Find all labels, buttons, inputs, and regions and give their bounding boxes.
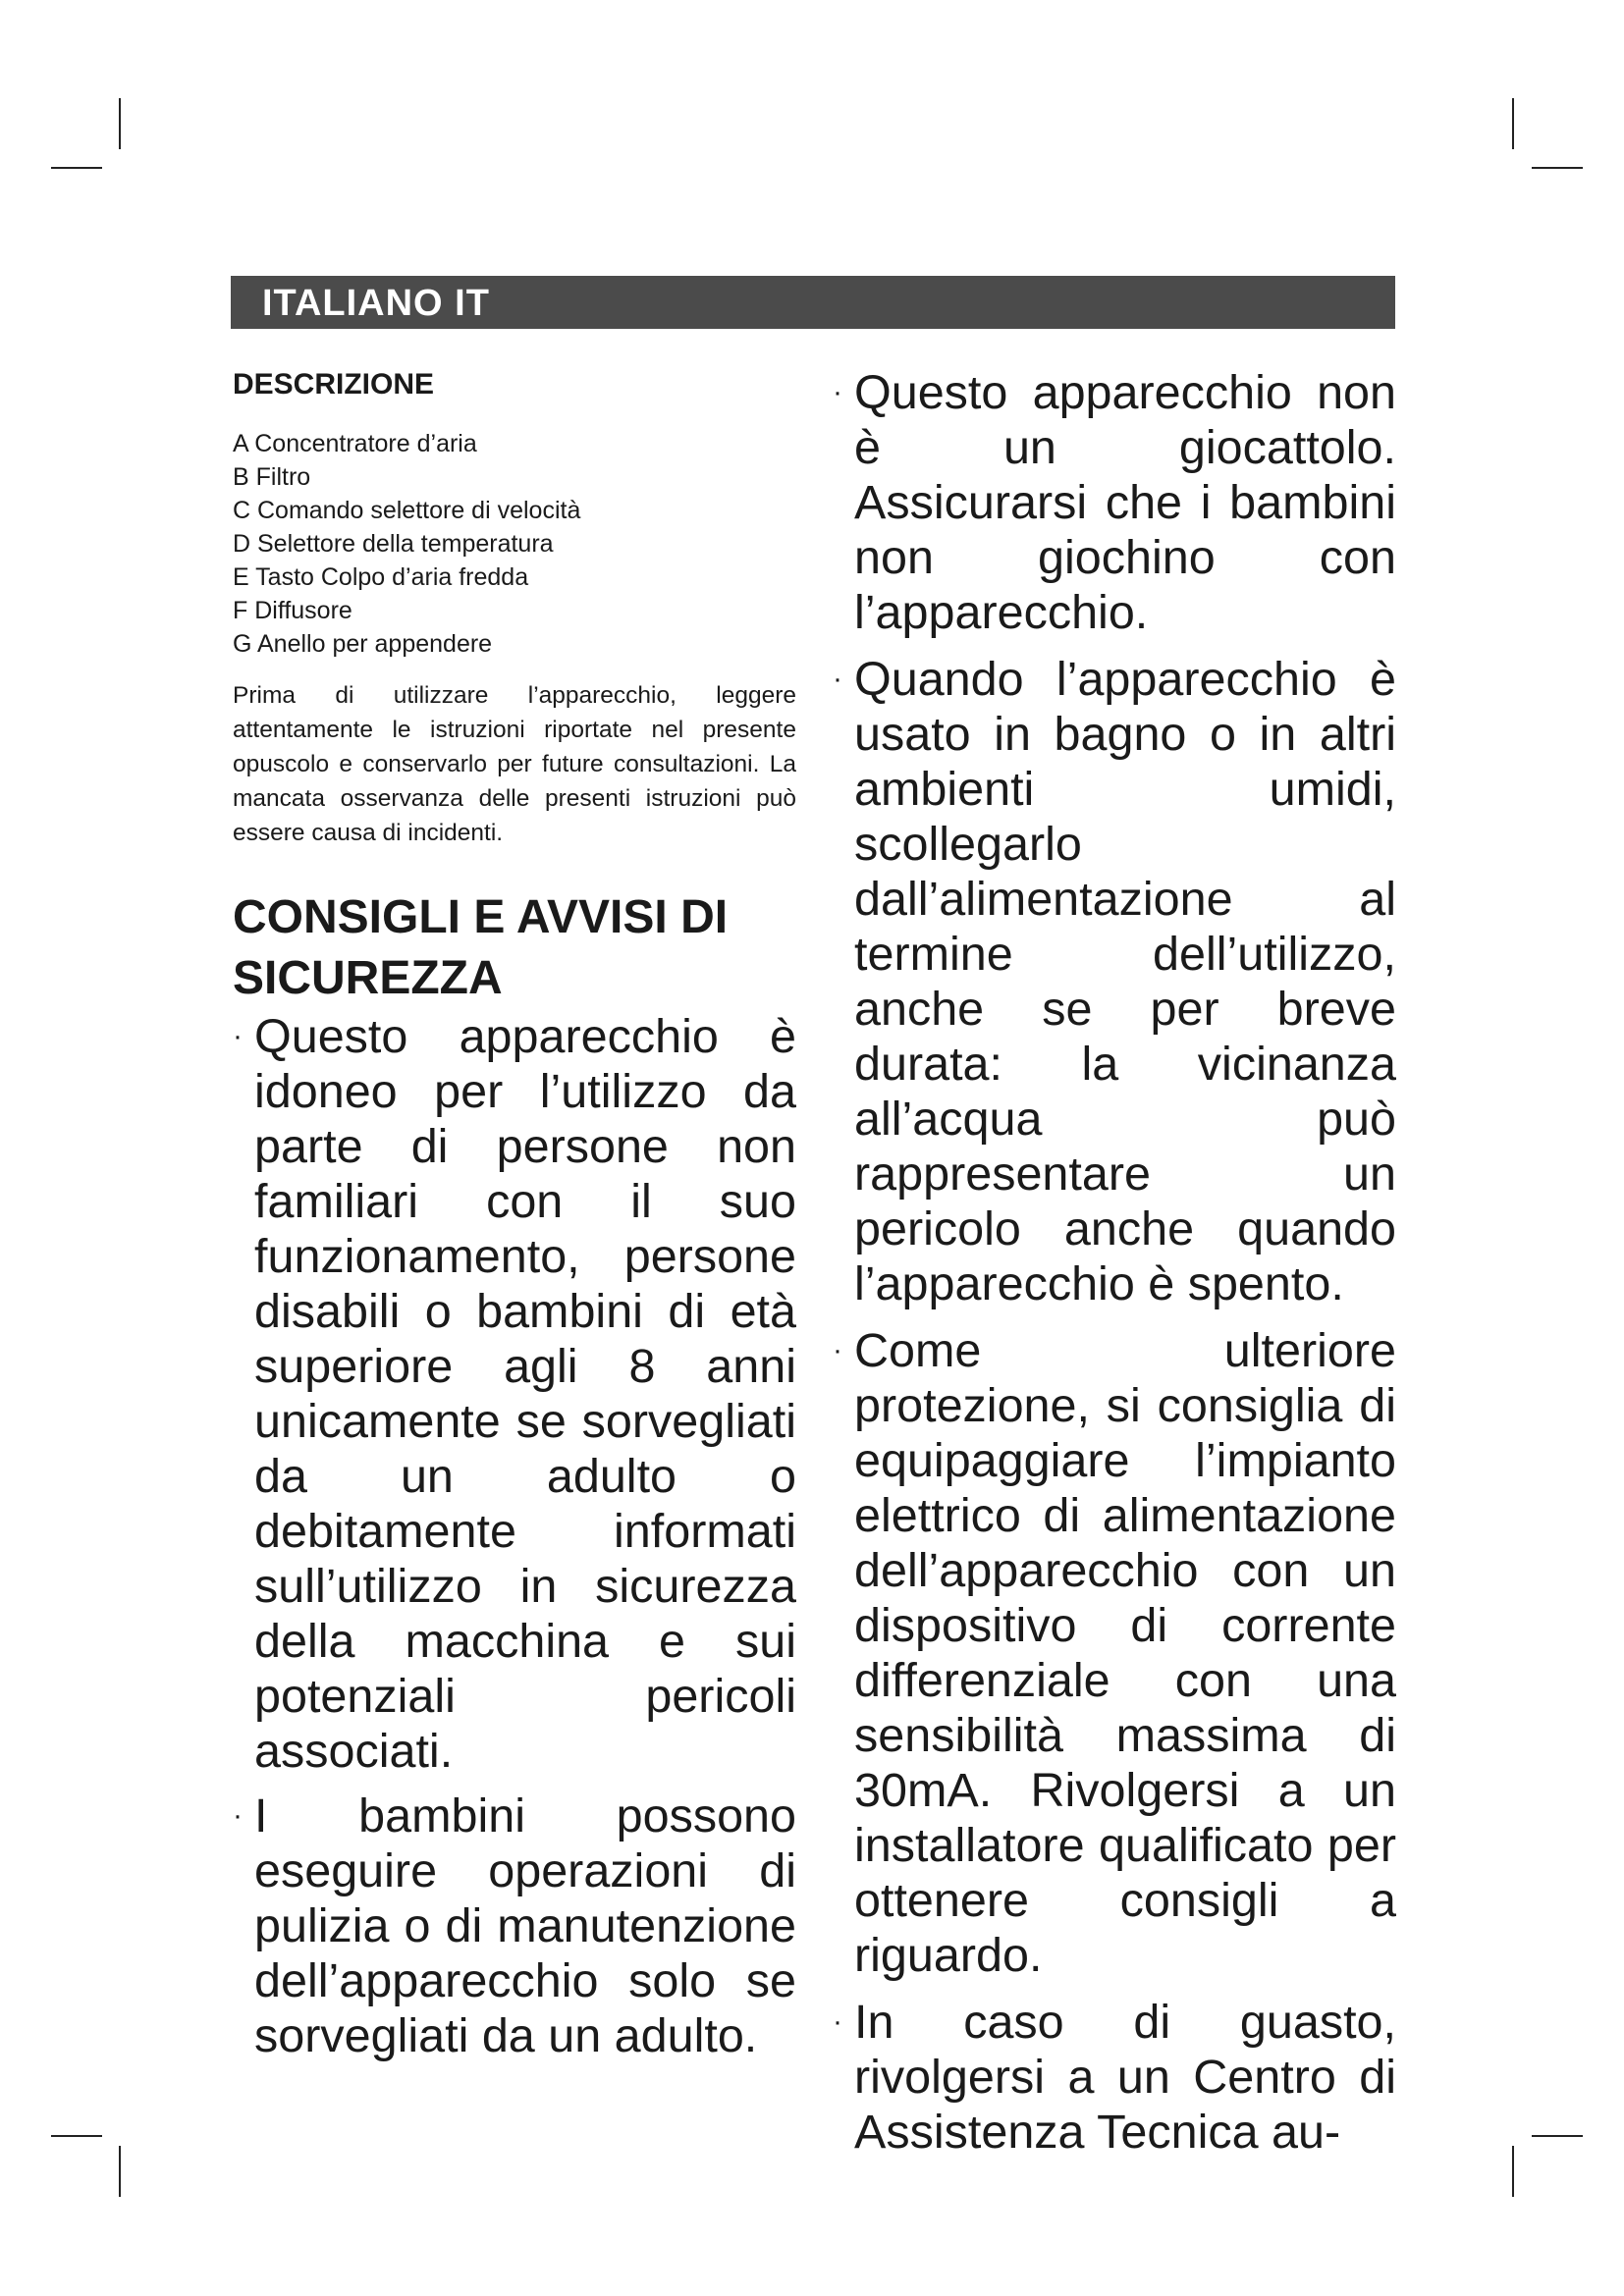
safety-item [833, 652, 1396, 1311]
description-title: DESCRIZIONE [233, 368, 435, 400]
right-column [833, 365, 1396, 2160]
safety-section-title: CONSIGLI E AVVISI DI SICUREZZA [233, 891, 729, 1004]
crop-mark-top-left-horizontal [51, 167, 102, 169]
crop-mark-bottom-left-vertical [119, 2146, 121, 2197]
safety-item-text: Come ulteriore protezione, si consiglia di equipaggiare l’impianto elettrico di alimentazione dell’apparecchio con un dispositivo di corrente differenziale con una sensibilità massima di 30mA. Rivolgersi a un installatore qualificato per ottenere consigli a riguardo. [854, 1324, 1396, 1982]
part-item: A Concentratore d’aria [233, 430, 477, 457]
safety-item-text: Quando l’apparecchio è usato in bagno o in altri ambienti umidi, scollegarlo dall’alimentazione al termine dell’utilizzo, anche se per breve durata: la vicinanza all’acqua può rappresentare un pericolo anche quando l’apparecchio è spento. [854, 653, 1396, 1310]
part-item: B Filtro [233, 463, 311, 491]
safety-item [833, 1995, 1396, 2160]
safety-list-right [833, 365, 1396, 2160]
intro-paragraph: Prima di utilizzare l’apparecchio, leggere attentamente le istruzioni riportate nel presente opuscolo e conservarlo per future consultazioni. La mancata osservanza delle presenti istruzioni può essere causa di incidenti. [233, 682, 796, 846]
safety-item-text: Questo apparecchio non è un giocattolo. Assicurarsi che i bambini non giochino con l’apparecchio. [854, 366, 1396, 639]
left-column [233, 368, 796, 2063]
bullet-dot: · [833, 376, 842, 408]
safety-item [233, 1789, 796, 2063]
crop-mark-top-right-horizontal [1532, 167, 1583, 169]
crop-mark-bottom-left-horizontal [51, 2135, 102, 2137]
crop-mark-top-right-vertical [1512, 98, 1514, 149]
safety-item-text: I bambini possono eseguire operazioni di pulizia o di manutenzione dell’apparecchio solo se sorvegliati da un adulto. [254, 1789, 796, 2062]
bullet-dot: · [233, 1799, 243, 1832]
crop-mark-bottom-right-horizontal [1532, 2135, 1583, 2137]
parts-list [233, 427, 796, 661]
bullet-dot: · [833, 1334, 842, 1366]
part-item: D Selettore della temperatura [233, 530, 554, 558]
safety-item [233, 1009, 796, 1779]
crop-mark-top-left-vertical [119, 98, 121, 149]
safety-item-text: In caso di guasto, rivolgersi a un Centro di Assistenza Tecnica au- [854, 1996, 1396, 2159]
language-header-bar [231, 276, 1395, 329]
part-item: G Anello per appendere [233, 630, 493, 658]
part-item: E Tasto Colpo d’aria fredda [233, 563, 529, 591]
bullet-dot: · [833, 663, 842, 695]
part-item: F Diffusore [233, 597, 352, 624]
crop-mark-bottom-right-vertical [1512, 2146, 1514, 2197]
bullet-dot: · [233, 1020, 243, 1052]
safety-list-left [233, 1009, 796, 2063]
language-label: ITALIANO IT [262, 283, 490, 324]
safety-item [833, 365, 1396, 640]
safety-item [833, 1323, 1396, 1983]
bullet-dot: · [833, 2005, 842, 2038]
safety-item-text: Questo apparecchio è idoneo per l’utilizzo da parte di persone non familiari con il suo funzionamento, persone disabili o bambini di età superiore agli 8 anni unicamente se sorvegliati da un adulto o debitamente informati sull’utilizzo in sicurezza della macchina e sui potenziali pericoli associati. [254, 1010, 796, 1778]
part-item: C Comando selettore di velocità [233, 497, 581, 524]
